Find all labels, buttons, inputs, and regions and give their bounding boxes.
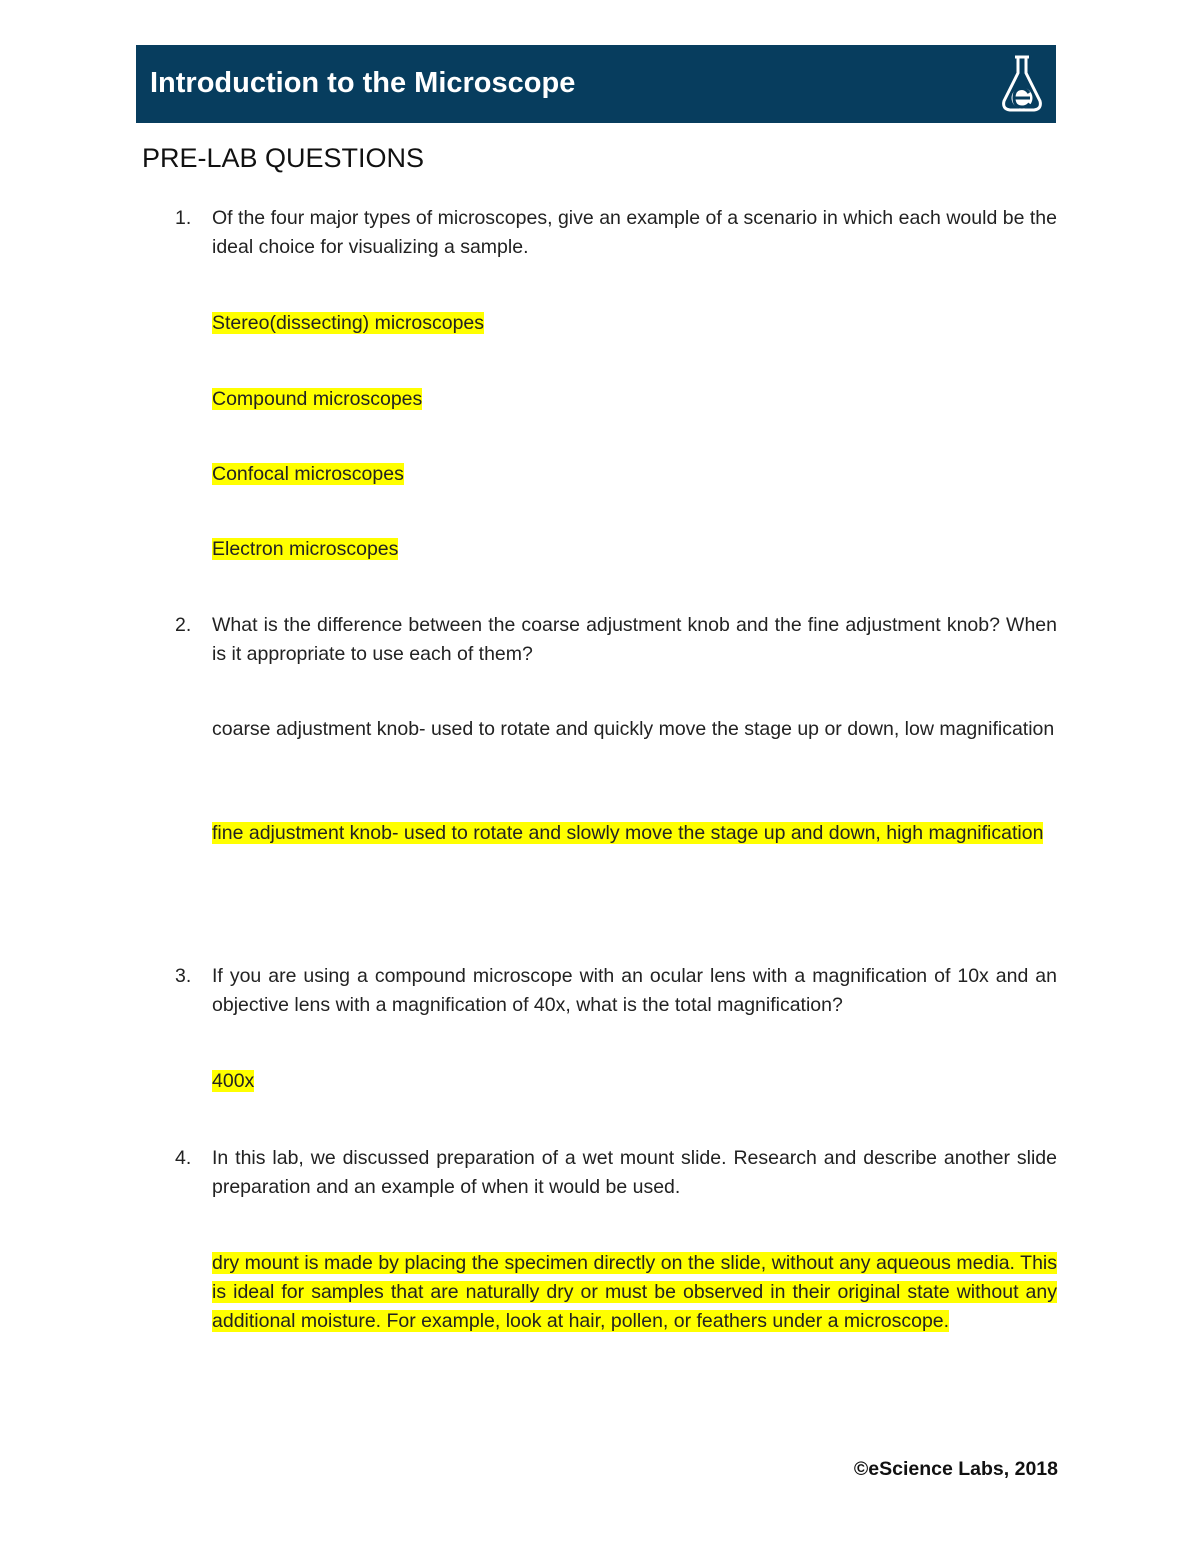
question-3 bbox=[175, 962, 1057, 1020]
answer-text: Electron microscopes bbox=[212, 538, 399, 560]
answer-1-compound bbox=[212, 385, 1057, 414]
question-number: 3. bbox=[175, 965, 192, 987]
answer-text: fine adjustment knob- used to rotate and slowly move the stage up and down, high magnification bbox=[212, 822, 1044, 844]
answer-text: Compound microscopes bbox=[212, 388, 423, 410]
answer-text: dry mount is made by placing the specimen directly on the slide, without any aqueous media. This is ideal for samples that are naturally dry or must be observed in their original state without any additional moisture. For example, look at hair, pollen, or feathers under a microscope. bbox=[212, 1252, 1057, 1332]
flask-e-logo-icon bbox=[998, 53, 1046, 115]
answer-text: Confocal microscopes bbox=[212, 463, 404, 485]
header-bar bbox=[136, 45, 1056, 123]
question-2 bbox=[175, 611, 1057, 669]
answer-1-confocal bbox=[212, 460, 1057, 489]
question-1 bbox=[175, 204, 1057, 262]
section-heading: PRE-LAB QUESTIONS bbox=[142, 143, 425, 173]
answer-3 bbox=[212, 1067, 1057, 1096]
question-text: Of the four major types of microscopes, give an example of a scenario in which each would be the ideal choice for visualizing a sample. bbox=[212, 207, 1057, 258]
answer-text: Stereo(dissecting) microscopes bbox=[212, 312, 485, 334]
footer-copyright: ©eScience Labs, 2018 bbox=[853, 1458, 1058, 1480]
question-text: What is the difference between the coarse adjustment knob and the fine adjustment knob? When is it appropriate to use each of them? bbox=[212, 614, 1057, 665]
answer-1-stereo bbox=[212, 309, 1057, 338]
answer-text: 400x bbox=[212, 1070, 255, 1092]
answer-2-fine bbox=[212, 819, 1057, 848]
answer-4 bbox=[212, 1249, 1057, 1336]
question-number: 1. bbox=[175, 207, 192, 229]
question-text: If you are using a compound microscope with an ocular lens with a magnification of 10x and an objective lens with a magnification of 40x, what is the total magnification? bbox=[212, 965, 1057, 1016]
question-number: 4. bbox=[175, 1147, 192, 1169]
question-text: In this lab, we discussed preparation of a wet mount slide. Research and describe another slide preparation and an example of when it would be used. bbox=[212, 1147, 1057, 1198]
question-number: 2. bbox=[175, 614, 192, 636]
question-4 bbox=[175, 1144, 1057, 1202]
answer-text: coarse adjustment knob- used to rotate and quickly move the stage up or down, low magnification bbox=[212, 718, 1055, 740]
answer-1-electron bbox=[212, 535, 1057, 564]
page-title: Introduction to the Microscope bbox=[150, 67, 576, 99]
answer-2-coarse bbox=[212, 715, 1057, 744]
